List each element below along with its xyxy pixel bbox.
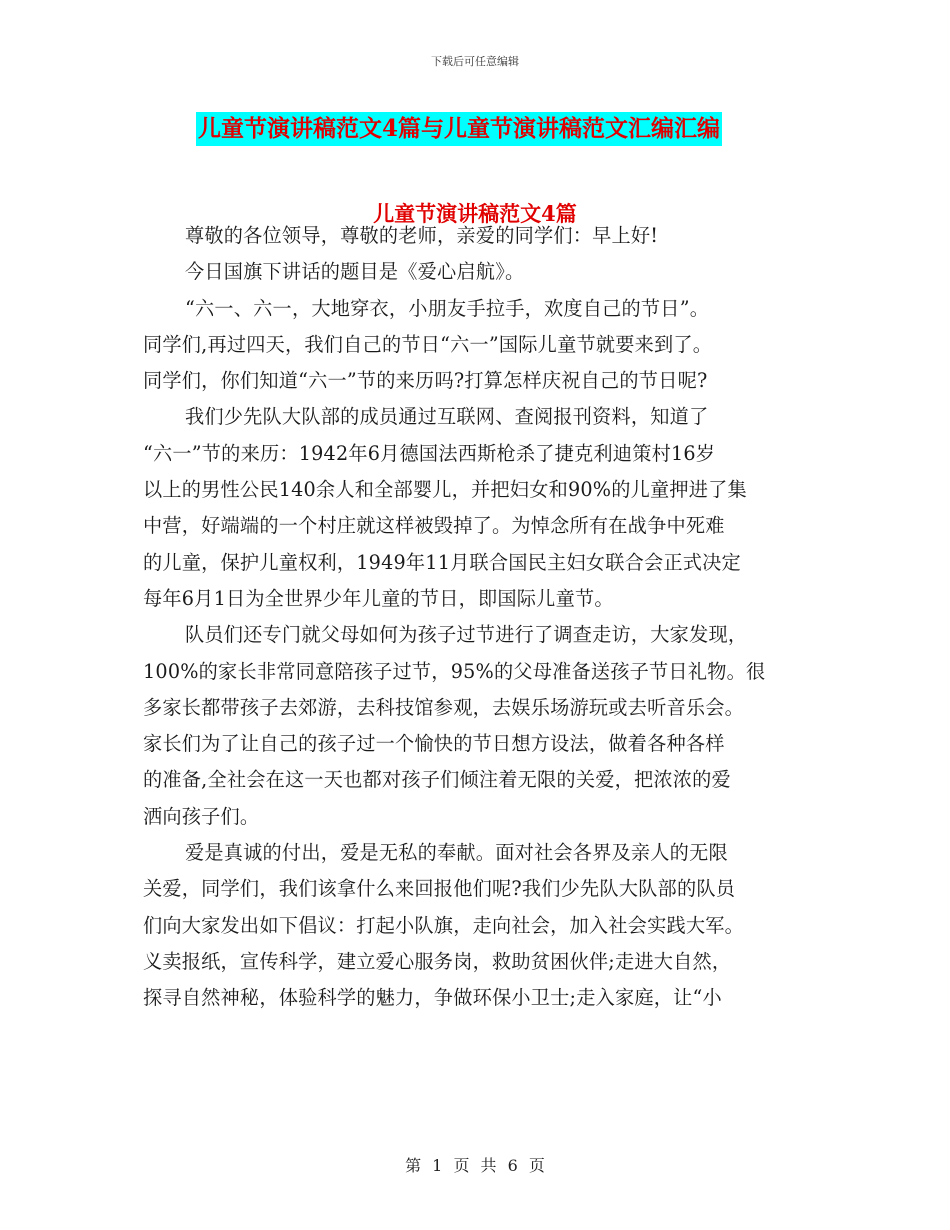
paragraph-line: 义卖报纸，宣传科学，建立爱心服务岗，救助贫困伙伴;走进大自然， — [143, 949, 732, 973]
paragraph-line: 家长们为了让自己的孩子过一个愉快的节日想方设法，做着各种各样 — [143, 732, 725, 756]
paragraph-line: 中营，好端端的一个村庄就这样被毁掉了。为悼念所有在战争中死难 — [143, 514, 725, 538]
paragraph-line: 爱是真诚的付出，爱是无私的奉献。面对社会各界及亲人的无限 — [185, 841, 728, 865]
body-text — [143, 218, 805, 1017]
paragraph-line: 同学们,再过四天，我们自己的节日“六一”国际儿童节就要来到了。 — [143, 332, 713, 356]
paragraph-line: 我们少先队大队部的成员通过互联网、查阅报刊资料，知道了 — [185, 405, 709, 429]
header-note: 下载后可任意编辑 — [431, 55, 519, 68]
page-footer: 第 1 页 共 6 页 — [405, 1156, 545, 1175]
paragraph-line: 以上的男性公民140余人和全部婴儿，并把妇女和90%的儿童押进了集 — [143, 478, 747, 502]
paragraph-line: 多家长都带孩子去郊游，去科技馆参观，去娱乐场游玩或去听音乐会。 — [143, 695, 745, 719]
paragraph-line: 的准备,全社会在这一天也都对孩子们倾注着无限的关爱，把浓浓的爱 — [143, 768, 731, 792]
paragraph-line: 队员们还专门就父母如何为孩子过节进行了调查走访，大家发现， — [185, 623, 748, 647]
paragraph-line: 每年6月1日为全世界少年儿童的节日，即国际儿童节。 — [143, 586, 614, 610]
paragraph-line: 100%的家长非常同意陪孩子过节，95%的父母准备送孩子节日礼物。很 — [143, 659, 766, 683]
paragraph-line: 同学们，你们知道“六一”节的来历吗?打算怎样庆祝自己的节日呢? — [143, 369, 708, 393]
paragraph-line: “六一”节的来历：1942年6月德国法西斯枪杀了捷克利迪策村16岁 — [143, 441, 716, 465]
paragraph-line: 洒向孩子们。 — [143, 804, 260, 828]
paragraph-line: 的儿童，保护儿童权利，1949年11月联合国民主妇女联合会正式决定 — [143, 550, 741, 574]
paragraph-line: 尊敬的各位领导，尊敬的老师，亲爱的同学们：早上好! — [185, 224, 659, 247]
paragraph-line: 关爱，同学们，我们该拿什么来回报他们呢?我们少先队大队部的队员 — [143, 877, 736, 901]
paragraph-line: 今日国旗下讲话的题目是《爱心启航》。 — [185, 260, 525, 284]
section-title: 儿童节演讲稿范文4篇 — [373, 201, 577, 226]
paragraph-line: 探寻自然神秘，体验科学的魅力，争做环保小卫士;走入家庭，让“小 — [143, 986, 722, 1010]
paragraph-line: “六一、六一，大地穿衣，小朋友手拉手，欢度自己的节日”。 — [185, 296, 710, 320]
paragraph-line: 们向大家发出如下倡议：打起小队旗，走向社会，加入社会实践大军。 — [143, 913, 745, 937]
document-title: 儿童节演讲稿范文4篇与儿童节演讲稿范文汇编汇编 — [196, 112, 722, 146]
